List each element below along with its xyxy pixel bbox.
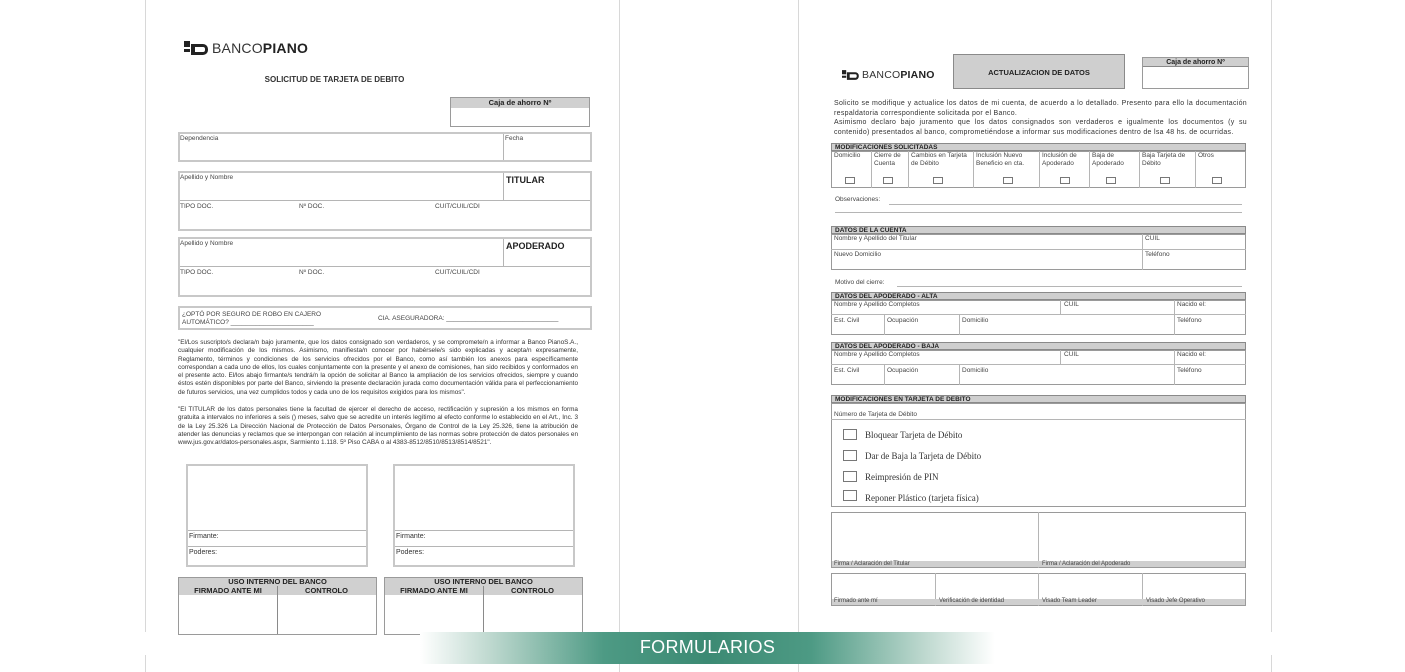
checkbox-reponer-plastico[interactable] bbox=[843, 490, 857, 501]
titular-label: TITULAR bbox=[506, 175, 545, 185]
tarjeta-header: MODIFICACIONES EN TARJETA DE DEBITO bbox=[831, 395, 1246, 403]
cia-aseguradora-field[interactable]: CIA. ASEGURADORA: _______________________________ bbox=[378, 315, 559, 322]
observaciones-line-1[interactable] bbox=[889, 204, 1242, 205]
apoderado-baja-header: DATOS DEL APODERADO - BAJA bbox=[831, 342, 1246, 350]
checkbox-baja-apoderado[interactable] bbox=[1106, 177, 1116, 184]
mod-cierre: Cierre de Cuenta bbox=[874, 152, 901, 167]
apoderado-cuit[interactable]: CUIT/CUIL/CDI bbox=[435, 269, 480, 276]
firmante-label-2: Firmante: bbox=[396, 533, 426, 540]
observaciones-line-2[interactable] bbox=[835, 212, 1242, 213]
alta-telefono-input[interactable]: Teléfono bbox=[1177, 317, 1202, 324]
banco-piano-logo-small: BANCOPIANO bbox=[842, 68, 935, 82]
firmado-ante-mi-2: FIRMADO ANTE MI bbox=[400, 586, 468, 595]
checkbox-otros[interactable] bbox=[1212, 177, 1222, 184]
firma-titular-label: Firma / Aclaración del Titular bbox=[834, 561, 910, 567]
option-dar-baja: Dar de Baja la Tarjeta de Débito bbox=[865, 451, 982, 461]
titular-nombre-field[interactable]: Apellido y Nombre bbox=[180, 174, 234, 181]
privacy-notice: "El TITULAR de los datos personales tiene la facultad de ejercer el derecho de acceso, rectificación y supresión a los mismos en forma gratuita a intervalos no inferiores a seis () meses, salvo que se acredite un interés legítimo al efecto conforme lo establecido en el Art., Inc. 3 de la Ley 25.326 La Dirección Nacional de Protección de Datos Personales, Órgano de Control de la Ley 25.326, tiene la atribución de atender las denuncias y reclamos que se interpongan con relación al incumplimiento de las normas sobre protección de datos personales en www.jus.gov.ar/datos-personales.aspx, Sarmiento 1.118. 5º Piso CABA o al 4383-8512/8510/8513/8514/8521". bbox=[178, 406, 578, 447]
legal-declaration: "El/Los suscripto/s declara/n bajo juramente, que los datos consignado son verdaderos, y se compromete/n a informar a Banco PianoS.A., cualquier modificación de los mismos. Asimismo, manifiesta/n conocer por habérsele/s sido explicadas y acepta/n expresamente, Reglamento, términos y condiciones de los servicios ofrecidos por el Banco, como así también los anexos para específicamente correspondan a cada uno de ellos, los cuales conjuntamente con la presente y el anexo de comisiones, han sido recibidos y conformados en el presente acto. El/los abajo firmante/s tendrá/n la opción de solicitar al Banco la ampliación de los servicios ofrecidos, siempre y cuando éstos estén disponibles por parte del Banco, sirviendo la presente declaración jurada como documentación válida para el perfeccionamiento de futuros servicios, una vez cumplidos todos y cada uno de los requisitos exigidos para los mismos". bbox=[178, 339, 578, 396]
baja-nombre-input[interactable]: Nombre y Apellido Completos bbox=[834, 351, 920, 358]
apoderado-tipo-doc[interactable]: TIPO DOC. bbox=[180, 269, 214, 276]
titular-nombre-input[interactable]: Nombre y Apellido del Titular bbox=[834, 235, 917, 242]
cuil-input[interactable]: CUIL bbox=[1145, 235, 1160, 242]
checkbox-nuevo-beneficio[interactable] bbox=[1003, 177, 1013, 184]
checkbox-baja-tarjeta[interactable] bbox=[1160, 177, 1170, 184]
banco-piano-logo: BANCOPIANO bbox=[184, 40, 308, 56]
apoderado-alta-header: DATOS DEL APODERADO - ALTA bbox=[831, 292, 1246, 300]
checkbox-bloquear[interactable] bbox=[843, 429, 857, 440]
motivo-cierre-line[interactable] bbox=[897, 286, 1242, 287]
poderes-label-2: Poderes: bbox=[396, 549, 425, 556]
baja-ocupacion-input[interactable]: Ocupación bbox=[887, 367, 919, 374]
controlo-2: CONTROLO bbox=[511, 586, 554, 595]
apoderado-nro-doc[interactable]: Nº DOC. bbox=[299, 269, 325, 276]
nuevo-domicilio-input[interactable]: Nuevo Domicilio bbox=[834, 251, 881, 258]
fecha-field[interactable]: Fecha bbox=[505, 135, 524, 142]
baja-domicilio-input[interactable]: Domicilio bbox=[962, 367, 989, 374]
checkbox-cierre[interactable] bbox=[883, 177, 893, 184]
numero-tarjeta-input[interactable]: Número de Tarjeta de Débito bbox=[834, 411, 917, 418]
checkbox-domicilio[interactable] bbox=[845, 177, 855, 184]
caja-ahorro-label: Caja de ahorro Nº bbox=[451, 98, 589, 108]
motivo-cierre-label: Motivo del cierre: bbox=[835, 279, 885, 286]
checkbox-cambios-tarjeta[interactable] bbox=[933, 177, 943, 184]
firmado-ante-mi-1: FIRMADO ANTE MI bbox=[194, 586, 262, 595]
titular-cuit[interactable]: CUIT/CUIL/CDI bbox=[435, 203, 480, 210]
poderes-label-1: Poderes: bbox=[189, 549, 218, 556]
form-page-actualizacion bbox=[798, 0, 1272, 632]
mod-cambios-tarjeta: Cambios en Tarjeta de Débito bbox=[911, 152, 967, 167]
baja-nacido-input[interactable]: Nacido el: bbox=[1177, 351, 1206, 358]
visado-jefe-operativo-label: Visado Jefe Operativo bbox=[1146, 598, 1205, 604]
seguro-question[interactable]: ¿OPTÓ POR SEGURO DE ROBO EN CAJERO AUTOMÁTICO? _______________________ bbox=[182, 311, 322, 326]
dependencia-field[interactable]: Dependencia bbox=[180, 135, 219, 142]
alta-domicilio-input[interactable]: Domicilio bbox=[962, 317, 989, 324]
mod-baja-tarjeta: Baja Tarjeta de Débito bbox=[1142, 152, 1186, 167]
actualizacion-title: ACTUALIZACION DE DATOS bbox=[953, 54, 1125, 89]
telefono-input[interactable]: Teléfono bbox=[1145, 251, 1170, 258]
mod-otros: Otros bbox=[1198, 152, 1214, 159]
option-reimpresion-pin: Reimpresión de PIN bbox=[865, 472, 939, 482]
apoderado-label: APODERADO bbox=[506, 241, 565, 251]
caja-ahorro-label-right: Caja de ahorro Nº bbox=[1143, 58, 1248, 67]
option-reponer-plastico: Reponer Plástico (tarjeta física) bbox=[865, 493, 979, 503]
alta-cuil-input[interactable]: CUIL bbox=[1064, 301, 1079, 308]
alta-nacido-input[interactable]: Nacido el: bbox=[1177, 301, 1206, 308]
checkbox-inclusion-apoderado[interactable] bbox=[1060, 177, 1070, 184]
firma-apoderado-label: Firma / Aclaración del Apoderado bbox=[1042, 561, 1131, 567]
datos-cuenta-header: DATOS DE LA CUENTA bbox=[831, 226, 1246, 234]
baja-cuil-input[interactable]: CUIL bbox=[1064, 351, 1079, 358]
bp-logo-icon bbox=[184, 41, 208, 55]
mod-baja-apoderado: Baja de Apoderado bbox=[1092, 152, 1124, 167]
uso-interno-title-1: USO INTERNO DEL BANCO bbox=[228, 577, 327, 586]
bp-logo-icon-small bbox=[842, 70, 859, 80]
baja-est-civil-input[interactable]: Est. Civil bbox=[834, 367, 860, 374]
form-title: SOLICITUD DE TARJETA DE DEBITO bbox=[264, 75, 405, 84]
uso-interno-title-2: USO INTERNO DEL BANCO bbox=[434, 577, 533, 586]
titular-tipo-doc[interactable]: TIPO DOC. bbox=[180, 203, 214, 210]
dependencia-section bbox=[178, 132, 592, 162]
mod-nuevo-beneficio: Inclusión Nuevo Beneficio en cta. bbox=[976, 152, 1025, 167]
checkbox-dar-baja[interactable] bbox=[843, 450, 857, 461]
titular-nro-doc[interactable]: Nº DOC. bbox=[299, 203, 325, 210]
alta-nombre-input[interactable]: Nombre y Apellido Completos bbox=[834, 301, 920, 308]
intro-text: Solicito se modifique y actualice los datos de mi cuenta, de acuerdo a lo detallado. Presento para ello la documentación respaldatoria correspondiente solicitada por el Banco. Asimismo declaro bajo juramento que los datos consignados son verdaderos e igualmente los documentos (y su contenido) presentados al banco, comprometiéndose a informar sus modificaciones dentro de lsa 48 hs. de ocurridas. bbox=[834, 100, 1247, 136]
observaciones-label: Observaciones: bbox=[835, 196, 881, 203]
firmado-ante-mi-label: Firmado ante mí bbox=[834, 598, 878, 604]
formularios-banner[interactable] bbox=[420, 632, 995, 664]
visado-team-leader-label: Visado Team Leader bbox=[1042, 598, 1097, 604]
formularios-label: FORMULARIOS bbox=[639, 637, 776, 657]
alta-ocupacion-input[interactable]: Ocupación bbox=[887, 317, 919, 324]
form-page-solicitud bbox=[145, 0, 620, 632]
firmante-label-1: Firmante: bbox=[189, 533, 219, 540]
mod-inclusion-apoderado: Inclusión de Apoderado bbox=[1042, 152, 1077, 167]
checkbox-reimpresion-pin[interactable] bbox=[843, 471, 857, 482]
alta-est-civil-input[interactable]: Est. Civil bbox=[834, 317, 860, 324]
option-bloquear: Bloquear Tarjeta de Débito bbox=[865, 430, 963, 440]
mod-domicilio: Domicilio bbox=[834, 152, 861, 159]
controlo-1: CONTROLO bbox=[305, 586, 348, 595]
baja-telefono-input[interactable]: Teléfono bbox=[1177, 367, 1202, 374]
modificaciones-header: MODIFICACIONES SOLICITADAS bbox=[831, 143, 1246, 151]
verificacion-identidad-label: Verificación de identidad bbox=[939, 598, 1005, 604]
apoderado-nombre-field[interactable]: Apellido y Nombre bbox=[180, 240, 234, 247]
